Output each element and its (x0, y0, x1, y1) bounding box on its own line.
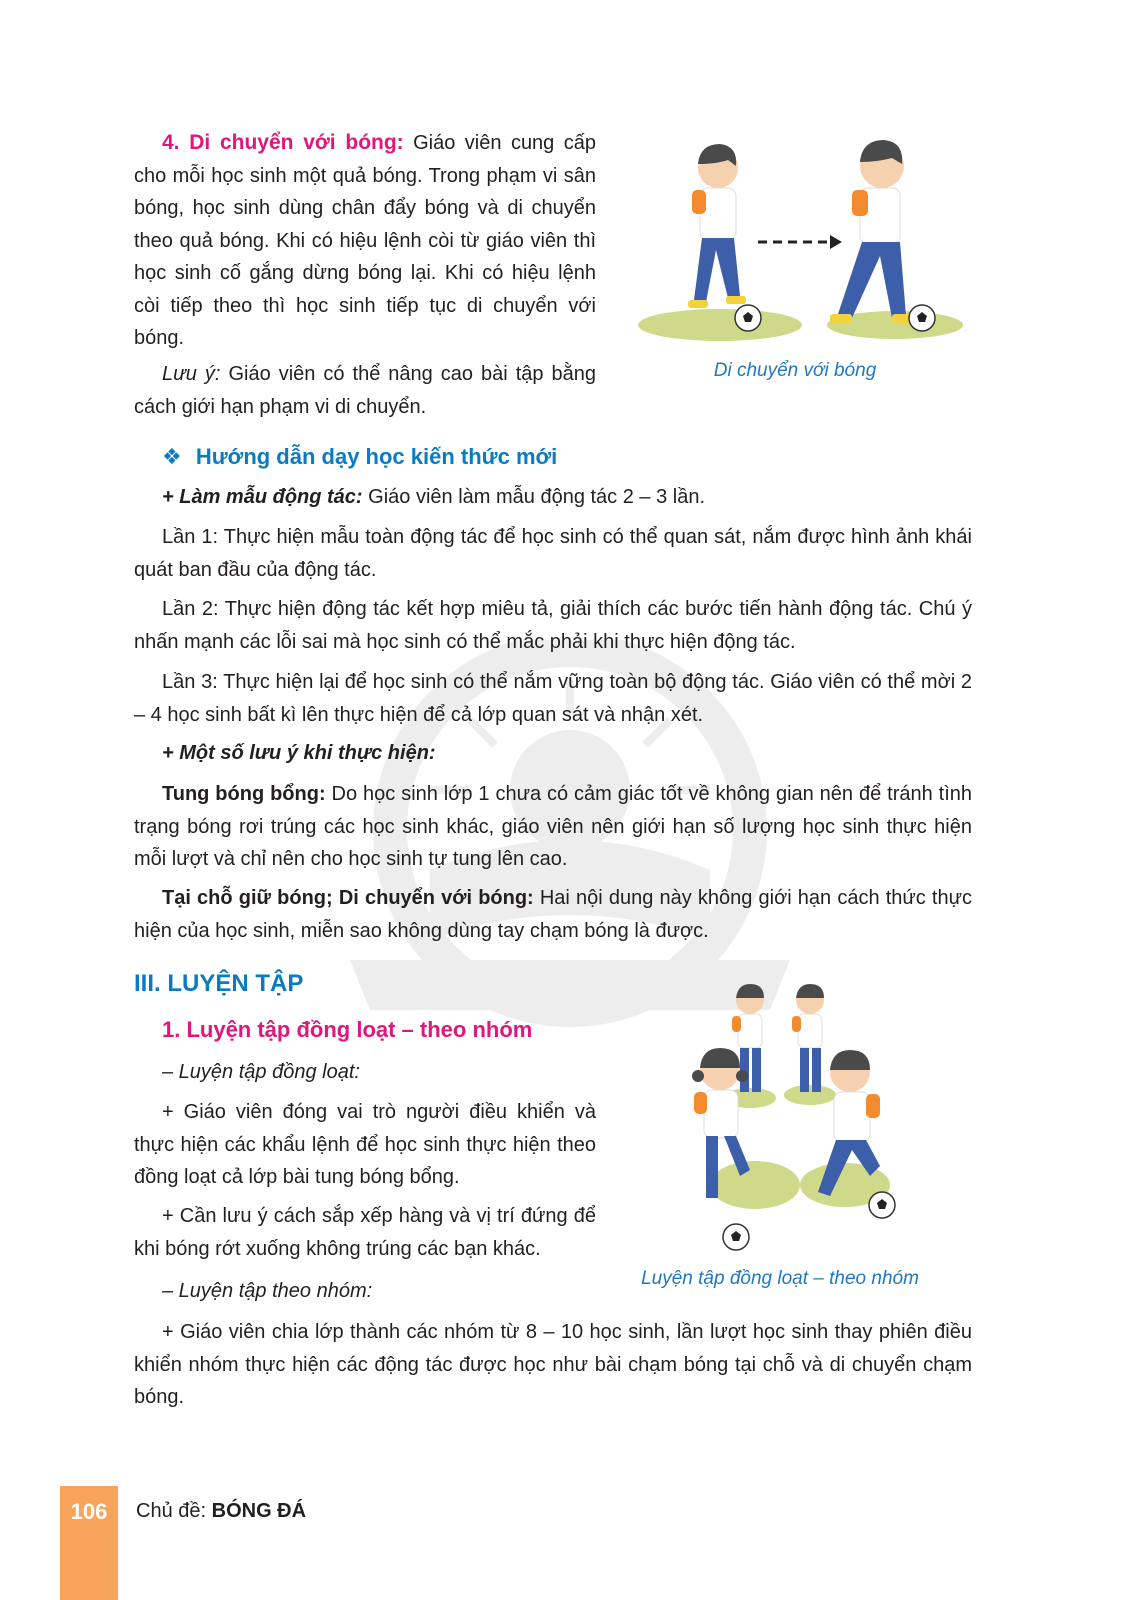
demo-paragraph (162, 481, 972, 514)
practice-heading: III. LUYỆN TẬP (134, 970, 304, 997)
boy-figure-back (792, 984, 824, 1092)
demo-label: + Làm mẫu động tác: (162, 486, 363, 508)
boy-figure-right (830, 140, 914, 323)
figure-dribbling-illustration (630, 130, 970, 350)
section4-text: Giáo viên cung cấp cho mỗi học sinh một quả bóng. Trong phạm vi sân bóng, học sinh dùng chân đẩy bóng và di chuyển theo quả bóng. Khi có hiệu lệnh còi từ giáo viên thì học sinh cố gắng dừng bóng lại. Khi có hiệu lệnh còi tiếp theo thì học sinh tiếp tục di chuyển với bóng. (134, 132, 596, 349)
soccer-ball-icon (869, 1192, 895, 1218)
figure-group-practice-illustration (670, 980, 940, 1260)
lan2-paragraph: Lần 2: Thực hiện động tác kết hợp miêu tả, giải thích các bước tiến hành động tác. Chú ý nhấn mạnh các lỗi sai mà học sinh có thể mắc phải khi thực hiện động tác. (134, 598, 972, 653)
soccer-ball-icon (735, 305, 761, 331)
section4-heading: 4. Di chuyển với bóng: (162, 131, 404, 154)
tung-text: Do học sinh lớp 1 chưa có cảm giác tốt về không gian nên để tránh tình trạng bóng rơi trúng các học sinh khác, giáo viên nên giới hạn số lượng học sinh thực hiện mỗi lượt và chỉ nên cho học sinh tự tung lên cao. (134, 783, 973, 870)
topic-name: BÓNG ĐÁ (211, 1500, 307, 1522)
guide-heading: Hướng dẫn dạy học kiến thức mới (195, 444, 558, 469)
taicho-text: Hai nội dung này không giới hạn cách thức thực hiện của học sinh, miễn sao không dùng tay chạm bóng là được. (134, 887, 973, 942)
section4-paragraph (134, 127, 596, 355)
section4-note (134, 358, 596, 423)
dongloat-label: – Luyện tập đồng loạt: (162, 1061, 360, 1083)
soccer-ball-icon (909, 305, 935, 331)
dongloat-paragraph-2: + Cần lưu ý cách sắp xếp hàng và vị trí đứng để khi bóng rớt xuống không trúng các bạn khác. (134, 1205, 596, 1260)
nhom-label: – Luyện tập theo nhóm: (162, 1280, 373, 1302)
note-label: Lưu ý: (162, 363, 221, 385)
note-text: Giáo viên có thể nâng cao bài tập bằng cách giới hạn phạm vi di chuyển. (134, 363, 597, 418)
figure2-caption: Luyện tập đồng loạt – theo nhóm (641, 1268, 919, 1289)
footer-topic (136, 1500, 306, 1523)
topic-label: Chủ đề: (136, 1500, 207, 1522)
notes-label: + Một số lưu ý khi thực hiện: (162, 742, 436, 764)
direction-arrow-icon (758, 235, 842, 249)
taicho-label: Tại chỗ giữ bóng; Di chuyển với bóng: (162, 887, 534, 909)
taicho-paragraph (134, 882, 972, 947)
tung-label: Tung bóng bổng: (162, 783, 326, 805)
dongloat-paragraph-1: + Giáo viên đóng vai trò người điều khiển và thực hiện các khẩu lệnh để học sinh thực hiện theo đồng loạt cả lớp bài tung bóng bổng. (134, 1101, 596, 1188)
guide-heading-row (162, 442, 557, 472)
tung-paragraph (134, 778, 972, 876)
nhom-paragraph: + Giáo viên chia lớp thành các nhóm từ 8 – 10 học sinh, lần lượt học sinh thay phiên điều khiển nhóm thực hiện các động tác được học như bài chạm bóng tại chỗ và di chuyển chạm bóng. (134, 1321, 972, 1408)
lan3-paragraph: Lần 3: Thực hiện lại để học sinh có thể nắm vững toàn bộ động tác. Giáo viên có thể mời 2 – 4 học sinh bất kì lên thực hiện để cả lớp quan sát và nhận xét. (134, 671, 972, 726)
practice-subheading: 1. Luyện tập đồng loạt – theo nhóm (162, 1017, 533, 1042)
soccer-ball-icon (723, 1224, 749, 1250)
page-number: 106 (70, 1499, 108, 1524)
lan1-paragraph: Lần 1: Thực hiện mẫu toàn động tác để học sinh có thể quan sát, nắm được hình ảnh khái quát ban đầu của động tác. (134, 526, 972, 581)
demo-text: Giáo viên làm mẫu động tác 2 – 3 lần. (362, 486, 706, 508)
diamond-bullet-icon: ❖ (162, 444, 182, 469)
figure1-caption: Di chuyển với bóng (713, 360, 877, 381)
boy-figure-left (688, 144, 746, 308)
